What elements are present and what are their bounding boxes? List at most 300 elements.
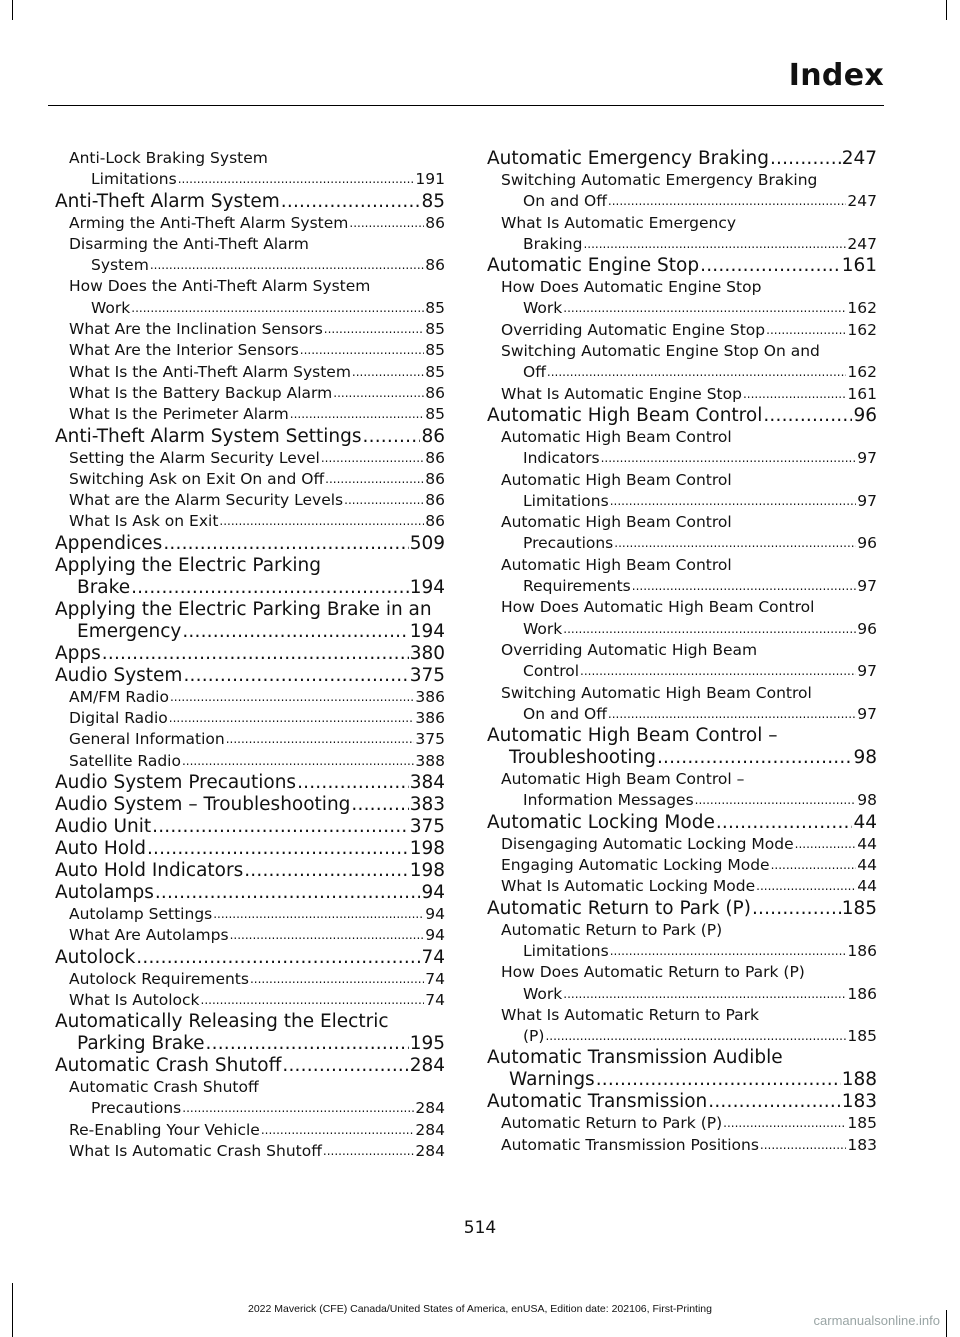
entry-continuation [55,577,445,599]
entry-text: What are the Alarm Security Levels [69,491,344,510]
dot-leader [219,511,424,532]
page-reference[interactable]: 85 [425,298,445,317]
entry-text: Audio System [55,664,183,686]
entry-text: Parking Brake [77,1033,205,1055]
page-reference[interactable]: 86 [425,448,445,467]
entry-text: Automatic Emergency Braking [487,148,769,169]
page-reference[interactable]: 162 [847,320,877,339]
entry-continuation [55,1033,445,1055]
entry-text: Automatic High Beam Control [501,555,732,574]
page-reference[interactable]: 97 [857,704,877,723]
page-reference[interactable]: 194 [409,620,445,642]
entry-text: Arming the Anti-Theft Alarm System [69,213,349,232]
dot-leader [230,925,425,946]
entry-text: What Is Automatic Emergency [501,213,737,232]
page-reference[interactable]: 97 [857,577,877,596]
entry-continuation [487,661,877,682]
entry-text: Emergency [77,620,182,642]
page-reference[interactable]: 183 [841,1091,877,1113]
dot-leader [147,838,409,860]
dot-leader [155,882,421,904]
dot-leader [596,1069,841,1091]
index-sub-entry [487,320,877,341]
dot-leader [752,898,841,920]
entry-text: Autolock [55,946,136,968]
index-column-right [487,148,877,1156]
index-main-entry [487,812,877,834]
entry-text: Automatic High Beam Control – [501,770,745,789]
entry-continuation [487,984,877,1005]
entry-text: Automatic Crash Shutoff [55,1055,282,1077]
index-sub-entry [55,1120,445,1141]
entry-text: Limitations [91,170,177,189]
entry-continuation [487,704,877,725]
dot-leader [352,362,424,383]
entry-continuation [487,234,877,255]
dot-leader [608,704,856,725]
dot-leader [170,687,414,708]
dot-leader [321,448,424,469]
entry-text: What Is Automatic Locking Mode [501,877,756,896]
entry-text: Switching Automatic High Beam Control [501,683,812,702]
entry-text: Audio Unit [55,815,152,837]
dot-leader [756,876,856,897]
page-reference[interactable]: 375 [409,815,445,837]
entry-text: Automatic Return to Park (P) [487,897,751,919]
entry-text: On and Off [523,704,607,723]
dot-leader [795,834,857,855]
entry-text: Precautions [523,534,614,553]
entry-text: Autolamps [55,881,154,903]
dot-leader [344,490,424,511]
page-reference[interactable]: 86 [425,383,445,402]
entry-text: Work [523,299,563,318]
page-reference[interactable]: 198 [409,837,445,859]
dot-leader [290,404,425,425]
dot-leader [349,213,424,234]
page-reference[interactable]: 97 [857,491,877,510]
entry-continuation [487,576,877,597]
dot-leader [297,772,409,794]
entry-text: How Does Automatic Engine Stop [501,278,762,297]
entry-text: On and Off [523,192,607,211]
index-sub-entry [487,640,877,683]
dot-leader [152,816,409,838]
dot-leader [601,448,857,469]
page-reference[interactable]: 162 [847,299,877,318]
index-sub-entry [55,904,445,925]
index-main-entry [55,860,445,882]
page-reference[interactable]: 85 [421,190,445,212]
edition-footer: 2022 Maverick (CFE) Canada/United States of America, enUSA, Edition date: 202106, First-Printing [248,1303,712,1315]
index-sub-entry [487,341,877,384]
page-reference[interactable]: 388 [415,751,445,770]
page-reference[interactable]: 247 [847,234,877,253]
index-sub-entry [55,469,445,490]
index-sub-entry [487,769,877,812]
entry-text: Automatic Engine Stop [487,255,700,277]
dot-leader [250,969,424,990]
entry-text: Switching Automatic Engine Stop On and [501,342,820,361]
entry-text: Limitations [523,941,609,960]
page-reference[interactable]: 97 [857,662,877,681]
entry-text: General Information [69,730,225,749]
dot-leader [213,904,424,925]
index-sub-entry [55,490,445,511]
entry-text: Applying the Electric Parking Brake in an [55,598,432,620]
dot-leader [545,1026,846,1047]
page-reference[interactable]: 161 [841,255,877,277]
page-reference[interactable]: 375 [415,730,445,749]
entry-continuation [487,747,877,769]
entry-text: Applying the Electric Parking [55,554,321,576]
page-reference[interactable]: 185 [847,1027,877,1046]
index-sub-entry [55,448,445,469]
page-reference[interactable]: 74 [425,990,445,1009]
entry-text: Engaging Automatic Locking Mode [501,856,770,875]
page-reference[interactable]: 185 [841,897,877,919]
index-main-entry [55,426,445,448]
page-reference[interactable]: 247 [841,148,877,169]
entry-continuation [487,941,877,962]
index-sub-entry [55,729,445,750]
dot-leader [716,812,853,834]
entry-continuation [487,619,877,640]
index-sub-entry [487,512,877,555]
dot-leader [563,298,846,319]
entry-continuation [487,1069,877,1091]
page-reference[interactable]: 44 [857,834,877,853]
index-sub-entry [487,384,877,405]
entry-text: What Is Ask on Exit [69,512,219,531]
page-reference[interactable]: 96 [853,404,877,426]
page-reference[interactable]: 96 [857,534,877,553]
page-reference[interactable]: 97 [857,449,877,468]
dot-leader [608,191,846,212]
dot-leader [333,383,424,404]
page-reference[interactable]: 198 [409,859,445,881]
crop-mark-top-left [12,0,13,20]
page-reference[interactable]: 94 [421,881,445,903]
entry-text: Automatic High Beam Control – [487,725,778,747]
entry-text: Autolamp Settings [69,904,213,923]
index-sub-entry [55,969,445,990]
entry-text: Anti-Theft Alarm System Settings [55,425,362,447]
dot-leader [580,661,856,682]
dot-leader [131,577,409,599]
page-reference[interactable]: 94 [425,926,445,945]
entry-text: Automatic Transmission [487,1091,708,1113]
entry-text: Automatic Transmission Positions [501,1135,759,1154]
entry-text: Troubleshooting [509,747,656,769]
index-main-entry [487,405,877,427]
index-main-entry [487,255,877,277]
page-reference[interactable]: 195 [409,1033,445,1055]
page-reference[interactable]: 509 [409,532,445,554]
index-main-entry [55,838,445,860]
index-sub-entry [487,683,877,726]
entry-text: Satellite Radio [69,751,181,770]
index-sub-entry [55,276,445,319]
dot-leader [766,320,846,341]
page-reference[interactable]: 85 [425,320,445,339]
dot-leader [282,1055,408,1077]
index-sub-entry [55,925,445,946]
dot-leader [323,1141,415,1162]
entry-text: Automatic Return to Park (P) [501,920,723,939]
index-sub-entry [55,213,445,234]
entry-text: Automatic Crash Shutoff [69,1078,259,1097]
page-reference[interactable]: 380 [409,642,445,664]
index-sub-entry [487,876,877,897]
entry-text: What Are Autolamps [69,926,229,945]
index-sub-entry [487,855,877,876]
entry-text: How Does Automatic Return to Park (P) [501,963,805,982]
dot-leader [610,941,847,962]
entry-text: How Does the Anti-Theft Alarm System [69,277,371,296]
index-main-entry [487,1091,877,1113]
index-sub-entry [487,597,877,640]
page-reference[interactable]: 191 [415,170,445,189]
page-reference[interactable]: 247 [847,192,877,211]
page-reference[interactable]: 186 [847,984,877,1003]
dot-leader [614,533,856,554]
dot-leader [206,1033,409,1055]
index-main-entry [487,1047,877,1091]
dot-leader [163,533,408,555]
index-main-entry [55,947,445,969]
dot-leader [723,1113,846,1134]
entry-text: Setting the Alarm Security Level [69,448,320,467]
index-sub-entry [55,990,445,1011]
page-reference[interactable]: 185 [847,1114,877,1133]
entry-text: Warnings [509,1069,595,1091]
entry-continuation [487,790,877,811]
entry-text: What Is Automatic Return to Park [501,1005,759,1024]
index-sub-entry [487,170,877,213]
page-reference[interactable]: 96 [857,619,877,638]
index-sub-entry [55,404,445,425]
page-reference[interactable]: 375 [409,664,445,686]
index-main-entry [487,898,877,920]
page-reference[interactable]: 86 [425,256,445,275]
index-sub-entry [487,962,877,1005]
entry-text: Automatic Locking Mode [487,811,715,833]
dot-leader [363,426,421,448]
page-reference[interactable]: 386 [415,687,445,706]
entry-text: Automatic High Beam Control [487,404,763,426]
entry-text: How Does Automatic High Beam Control [501,598,815,617]
entry-text: Work [523,984,563,1003]
page-reference[interactable]: 86 [425,512,445,531]
entry-continuation [55,1098,445,1119]
page-reference[interactable]: 98 [857,791,877,810]
entry-text: Requirements [523,577,631,596]
entry-text: Braking [523,234,583,253]
entry-text: Autolock Requirements [69,969,249,988]
index-main-entry [55,1011,445,1055]
page-reference[interactable]: 85 [425,362,445,381]
entry-text: Digital Radio [69,709,168,728]
page-reference[interactable]: 44 [857,856,877,875]
entry-text: What Is the Perimeter Alarm [69,405,289,424]
dot-leader [226,729,415,750]
index-sub-entry [55,340,445,361]
index-sub-entry [487,427,877,470]
entry-continuation [55,298,445,319]
crop-mark-top-right [946,0,947,20]
index-main-entry [55,882,445,904]
dot-leader [695,790,857,811]
page-reference[interactable]: 188 [841,1069,877,1091]
index-sub-entry [487,1005,877,1048]
dot-leader [351,794,408,816]
entry-text: Apps [55,642,101,664]
dot-leader [324,319,424,340]
page-reference[interactable]: 44 [857,877,877,896]
page-reference[interactable]: 186 [847,941,877,960]
entry-text: Auto Hold Indicators [55,859,244,881]
page-reference[interactable]: 383 [409,793,445,815]
page-title: Index [788,58,884,93]
entry-continuation [487,1026,877,1047]
page-reference[interactable]: 284 [415,1099,445,1118]
dot-leader [632,576,857,597]
index-main-entry [55,533,445,555]
entry-text: Work [91,298,131,317]
index-column-left [55,148,445,1162]
entry-text: Precautions [91,1099,182,1118]
page-reference[interactable]: 183 [847,1135,877,1154]
dot-leader [563,984,846,1005]
dot-leader [178,169,415,190]
page-reference[interactable]: 384 [409,771,445,793]
entry-text: What Is Automatic Crash Shutoff [69,1142,322,1161]
entry-text: Disengaging Automatic Locking Mode [501,834,794,853]
dot-leader [743,384,846,405]
index-sub-entry [487,555,877,598]
index-sub-entry [55,1141,445,1162]
page-reference[interactable]: 85 [425,405,445,424]
entry-text: Automatic High Beam Control [501,470,732,489]
entry-continuation [55,255,445,276]
entry-text: Overriding Automatic High Beam [501,640,758,659]
entry-text: Audio System Precautions [55,771,297,793]
index-main-entry [55,643,445,665]
dot-leader [102,643,409,665]
entry-text: System [91,256,149,275]
entry-text: Work [523,619,563,638]
page-reference[interactable]: 98 [853,747,877,769]
page-reference[interactable]: 44 [853,811,877,833]
entry-text: (P) [523,1027,545,1046]
dot-leader [150,255,424,276]
index-main-entry [55,772,445,794]
page-reference[interactable]: 74 [421,946,445,968]
dot-leader [547,362,847,383]
entry-continuation [487,533,877,554]
page-reference[interactable]: 161 [847,384,877,403]
entry-text: Off [523,363,546,382]
page-reference[interactable]: 86 [425,213,445,232]
index-sub-entry [55,708,445,729]
entry-continuation [487,191,877,212]
entry-text: What Is Autolock [69,990,200,1009]
index-sub-entry [487,834,877,855]
page-reference[interactable]: 86 [425,469,445,488]
dot-leader [770,148,841,170]
entry-text: Automatic Return to Park (P) [501,1114,723,1133]
page-reference[interactable]: 284 [409,1055,445,1077]
entry-text: Brake [77,576,131,598]
index-main-entry [55,555,445,599]
dot-leader [563,619,856,640]
dot-leader [261,1120,415,1141]
dot-leader [763,405,852,427]
page-reference[interactable]: 386 [415,709,445,728]
page-reference[interactable]: 74 [425,969,445,988]
entry-text: Anti-Theft Alarm System [55,190,280,212]
entry-continuation [55,621,445,643]
entry-text: What Is Automatic Engine Stop [501,384,742,403]
dot-leader [700,255,841,277]
index-sub-entry [55,687,445,708]
entry-text: Anti-Lock Braking System [69,149,268,167]
index-main-entry [55,794,445,816]
index-main-entry [55,816,445,838]
dot-leader [244,860,408,882]
dot-leader [325,469,424,490]
index-sub-entry [487,470,877,513]
entry-text: Audio System – Troubleshooting [55,793,351,815]
page-reference[interactable]: 94 [425,904,445,923]
page-reference[interactable]: 284 [415,1142,445,1161]
index-sub-entry [55,383,445,404]
dot-leader [136,947,420,969]
index-sub-entry [55,148,445,191]
dot-leader [300,340,424,361]
index-main-entry [487,725,877,769]
entry-continuation [487,448,877,469]
index-sub-entry [55,234,445,277]
index-sub-entry [55,319,445,340]
page-reference[interactable]: 194 [409,576,445,598]
dot-leader [169,708,415,729]
dot-leader [201,990,425,1011]
page-reference[interactable]: 162 [847,363,877,382]
entry-text: Limitations [523,491,609,510]
entry-text: Automatic High Beam Control [501,427,732,446]
entry-text: Overriding Automatic Engine Stop [501,320,766,339]
dot-leader [583,234,846,255]
index-main-entry [55,599,445,643]
entry-text: Switching Ask on Exit On and Off [69,469,325,488]
page-reference[interactable]: 86 [421,425,445,447]
page-reference[interactable]: 85 [425,341,445,360]
entry-text: Disarming the Anti-Theft Alarm [69,234,309,253]
dot-leader [657,747,853,769]
index-main-entry [55,191,445,213]
page-reference[interactable]: 86 [425,491,445,510]
index-main-entry [55,665,445,687]
entry-text: What Are the Inclination Sensors [69,320,323,339]
dot-leader [182,1098,414,1119]
entry-text: Automatically Releasing the Electric [55,1011,389,1033]
index-main-entry [55,1055,445,1077]
entry-text: Control [523,662,580,681]
dot-leader [610,491,857,512]
page-reference[interactable]: 284 [415,1120,445,1139]
